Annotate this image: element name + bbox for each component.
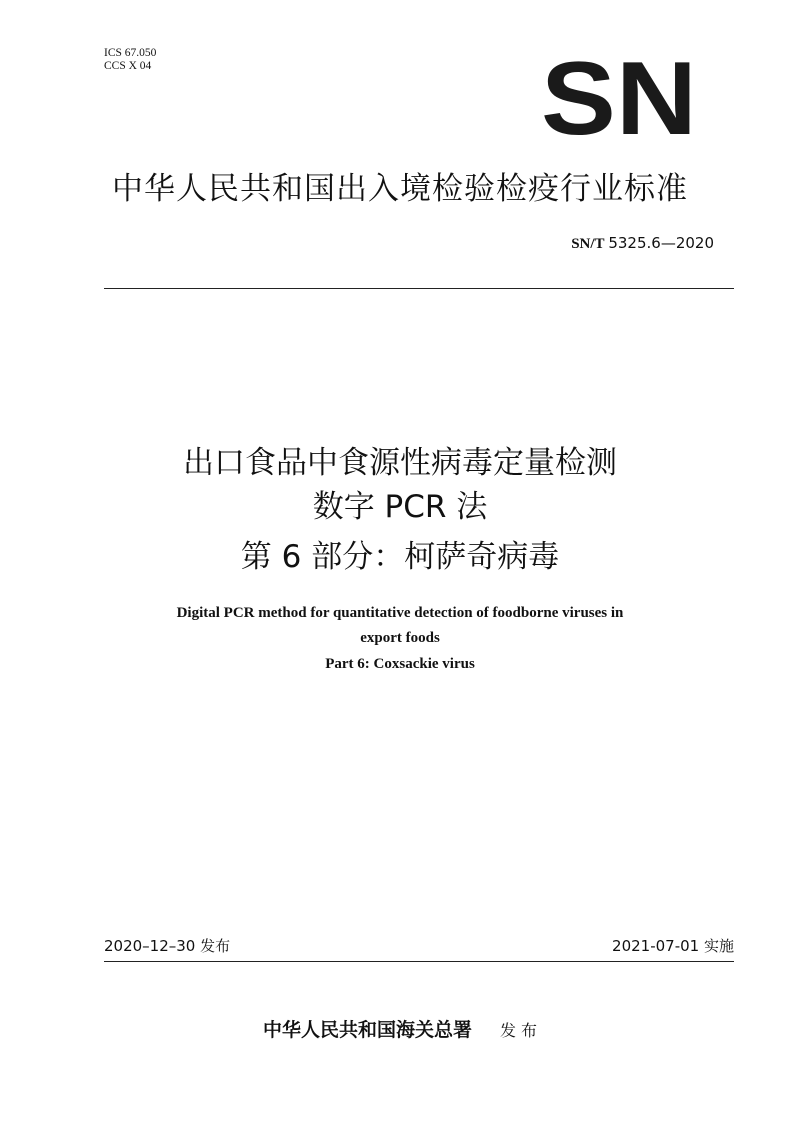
english-title-line-3: Part 6: Coxsackie virus bbox=[325, 656, 475, 672]
header-divider bbox=[104, 288, 734, 289]
organization-title: 中华人民共和国出入境检验检疫行业标准 bbox=[112, 171, 688, 207]
sn-logo bbox=[540, 56, 698, 136]
implementation-date: 2021-07-01 实施 bbox=[612, 937, 734, 955]
standard-code: 5325.6—2020 bbox=[608, 234, 714, 252]
publisher-action: 发 布 bbox=[499, 1021, 538, 1040]
sn-logo-text: SN bbox=[541, 56, 697, 136]
title-line-1: 出口食品中食源性病毒定量检测 bbox=[183, 445, 617, 481]
standard-prefix: SN/T bbox=[571, 236, 605, 252]
english-title-line-1: Digital PCR method for quantitative detection of foodborne viruses in bbox=[176, 605, 624, 621]
english-title-line-2: export foods bbox=[360, 630, 440, 646]
classification-codes bbox=[104, 47, 156, 73]
title-line-3: 第 6 部分：柯萨奇病毒 bbox=[240, 539, 560, 575]
publisher bbox=[0, 1015, 800, 1042]
footer-divider bbox=[104, 961, 734, 962]
issue-date: 2020–12–30 发布 bbox=[104, 937, 231, 955]
publisher-name: 中华人民共和国海关总署 bbox=[262, 1020, 472, 1041]
ccs-code: CCS X 04 bbox=[104, 60, 152, 72]
standard-number bbox=[571, 234, 714, 253]
title-line-2: 数字 PCR 法 bbox=[312, 489, 488, 525]
ics-code: ICS 67.050 bbox=[104, 47, 157, 59]
